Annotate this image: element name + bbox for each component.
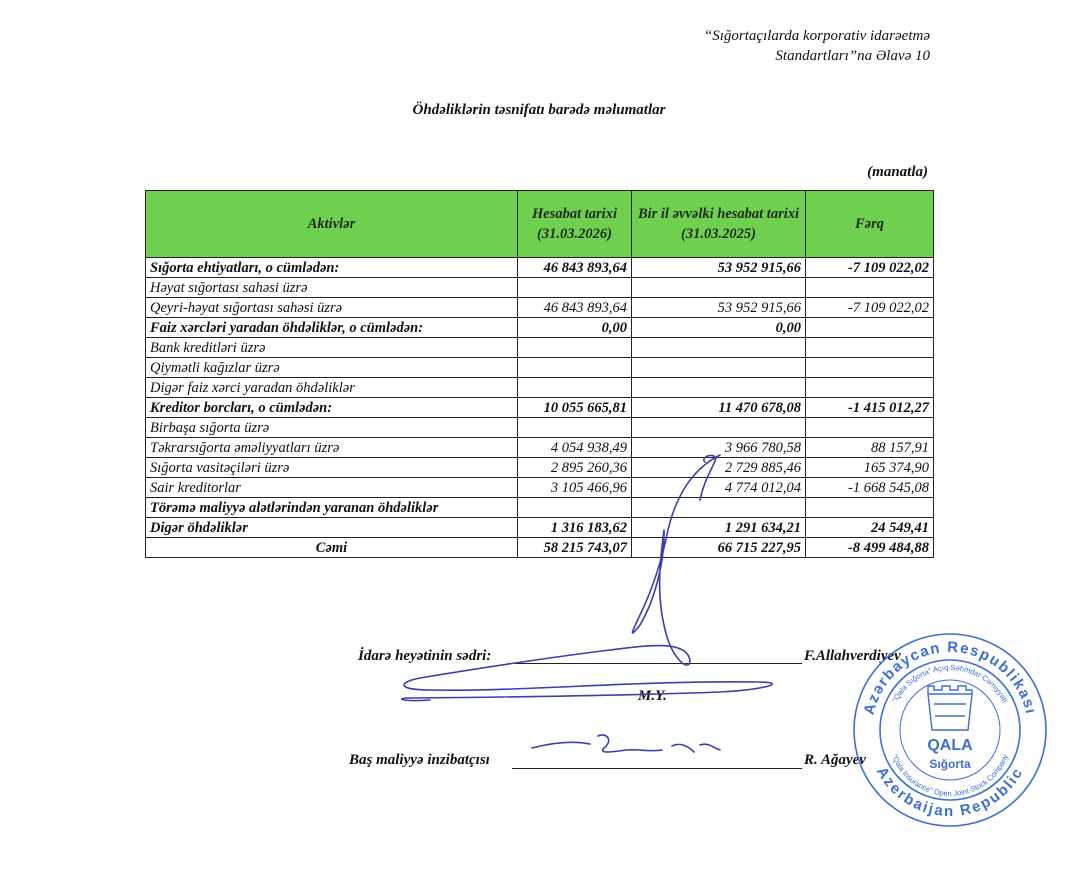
annex-line-2: Standartları”na Əlavə 10 <box>775 48 930 64</box>
row-current-value: 4 054 938,49 <box>518 438 632 458</box>
row-difference <box>806 378 934 398</box>
row-difference: 165 374,90 <box>806 458 934 478</box>
row-current-value <box>518 498 632 518</box>
stamp-logo-line-2: Sığorta <box>929 757 971 771</box>
row-previous-value <box>632 418 806 438</box>
annex-reference <box>704 26 930 66</box>
row-current-value: 46 843 893,64 <box>518 258 632 278</box>
row-label: Digər öhdəliklər <box>146 518 518 538</box>
row-previous-value: 53 952 915,66 <box>632 258 806 278</box>
header-previous-date: Bir il əvvəlki hesabat tarixi (31.03.2025) <box>632 191 806 258</box>
row-label: Kreditor borcları, o cümlədən: <box>146 398 518 418</box>
row-difference <box>806 358 934 378</box>
row-previous-value <box>632 498 806 518</box>
row-label: Digər faiz xərci yaradan öhdəliklər <box>146 378 518 398</box>
row-previous-value: 4 774 012,04 <box>632 478 806 498</box>
table-row <box>146 398 934 418</box>
row-difference: 24 549,41 <box>806 518 934 538</box>
row-previous-value <box>632 358 806 378</box>
row-previous-value <box>632 378 806 398</box>
table-row <box>146 518 934 538</box>
table-row <box>146 338 934 358</box>
row-current-value <box>518 278 632 298</box>
chair-signature-line <box>508 663 802 664</box>
row-current-value: 46 843 893,64 <box>518 298 632 318</box>
row-difference: -8 499 484,88 <box>806 538 934 558</box>
row-label: Faiz xərcləri yaradan öhdəliklər, o cümlədən: <box>146 318 518 338</box>
table-row <box>146 278 934 298</box>
row-difference: -1 415 012,27 <box>806 398 934 418</box>
stamp-tower-icon <box>928 686 972 730</box>
row-previous-value: 11 470 678,08 <box>632 398 806 418</box>
row-label: Törəmə maliyyə alətlərindən yaranan öhdəliklər <box>146 498 518 518</box>
table-row <box>146 418 934 438</box>
table-row <box>146 378 934 398</box>
row-difference <box>806 418 934 438</box>
row-label: Təkrarsığorta əməliyyatları üzrə <box>146 438 518 458</box>
stamp-inner-top-text: "Qala Sığorta" Açıq Səhmdar Cəmiyyəti <box>890 662 1010 704</box>
stamp-inner-bottom-text: "Qala Insurance" Open Joint-Stock Company <box>890 753 1010 798</box>
header-assets: Aktivlər <box>146 191 518 258</box>
cfo-name: R. Ağayev <box>804 752 866 768</box>
row-label: Birbaşa sığorta üzrə <box>146 418 518 438</box>
row-previous-value: 66 715 227,95 <box>632 538 806 558</box>
table-row <box>146 478 934 498</box>
table-row-total <box>146 538 934 558</box>
row-previous-value <box>632 278 806 298</box>
row-current-value: 58 215 743,07 <box>518 538 632 558</box>
stamp-outer-bottom-text: Azerbaijan Republic <box>872 763 1028 821</box>
cfo-signature-line <box>512 768 802 769</box>
row-previous-value: 53 952 915,66 <box>632 298 806 318</box>
table-row <box>146 298 934 318</box>
row-label: Həyat sığortası sahəsi üzrə <box>146 278 518 298</box>
row-label: Sığorta vasitəçiləri üzrə <box>146 458 518 478</box>
row-difference <box>806 338 934 358</box>
row-difference: -7 109 022,02 <box>806 298 934 318</box>
row-current-value <box>518 338 632 358</box>
cfo-title: Baş maliyyə inzibatçısı <box>349 752 490 768</box>
row-previous-value: 0,00 <box>632 318 806 338</box>
liabilities-table <box>145 190 934 558</box>
table-row <box>146 498 934 518</box>
row-label: Cəmi <box>146 538 518 558</box>
header-current-date: Hesabat tarixi (31.03.2026) <box>518 191 632 258</box>
stamp-outer-top-text: Azərbaycan Respublikası <box>860 638 1040 717</box>
row-label: Qiymətli kağızlar üzrə <box>146 358 518 378</box>
row-current-value: 10 055 665,81 <box>518 398 632 418</box>
seal-mark: M.Y. <box>638 688 667 704</box>
table-row <box>146 318 934 338</box>
row-difference <box>806 498 934 518</box>
header-difference: Fərq <box>806 191 934 258</box>
row-difference <box>806 318 934 338</box>
row-difference: -1 668 545,08 <box>806 478 934 498</box>
document-title: Öhdəliklərin təsnifatı barədə məlumatlar <box>412 102 666 118</box>
table-header-row <box>146 191 934 258</box>
row-label: Sair kreditorlar <box>146 478 518 498</box>
company-stamp <box>850 630 1050 830</box>
row-difference: 88 157,91 <box>806 438 934 458</box>
table-row <box>146 258 934 278</box>
row-current-value: 0,00 <box>518 318 632 338</box>
stamp-logo-line-1: QALA <box>927 737 973 754</box>
row-label: Qeyri-həyat sığortası sahəsi üzrə <box>146 298 518 318</box>
row-previous-value: 2 729 885,46 <box>632 458 806 478</box>
chair-title: İdarə heyətinin sədri: <box>358 648 492 664</box>
row-previous-value: 3 966 780,58 <box>632 438 806 458</box>
annex-line-1: “Sığortaçılarda korporativ idarəetmə <box>703 28 930 44</box>
cfo-signature <box>532 735 720 752</box>
row-current-value <box>518 418 632 438</box>
row-current-value: 2 895 260,36 <box>518 458 632 478</box>
row-difference: -7 109 022,02 <box>806 258 934 278</box>
table-row <box>146 458 934 478</box>
table-row <box>146 358 934 378</box>
row-current-value: 1 316 183,62 <box>518 518 632 538</box>
currency-unit: (manatla) <box>867 164 928 180</box>
row-current-value <box>518 358 632 378</box>
row-previous-value: 1 291 634,21 <box>632 518 806 538</box>
row-label: Sığorta ehtiyatları, o cümlədən: <box>146 258 518 278</box>
row-previous-value <box>632 338 806 358</box>
table-row <box>146 438 934 458</box>
row-label: Bank kreditləri üzrə <box>146 338 518 358</box>
row-difference <box>806 278 934 298</box>
chair-name: F.Allahverdiyev <box>804 648 901 664</box>
row-current-value: 3 105 466,96 <box>518 478 632 498</box>
table-body <box>146 258 934 558</box>
row-current-value <box>518 378 632 398</box>
